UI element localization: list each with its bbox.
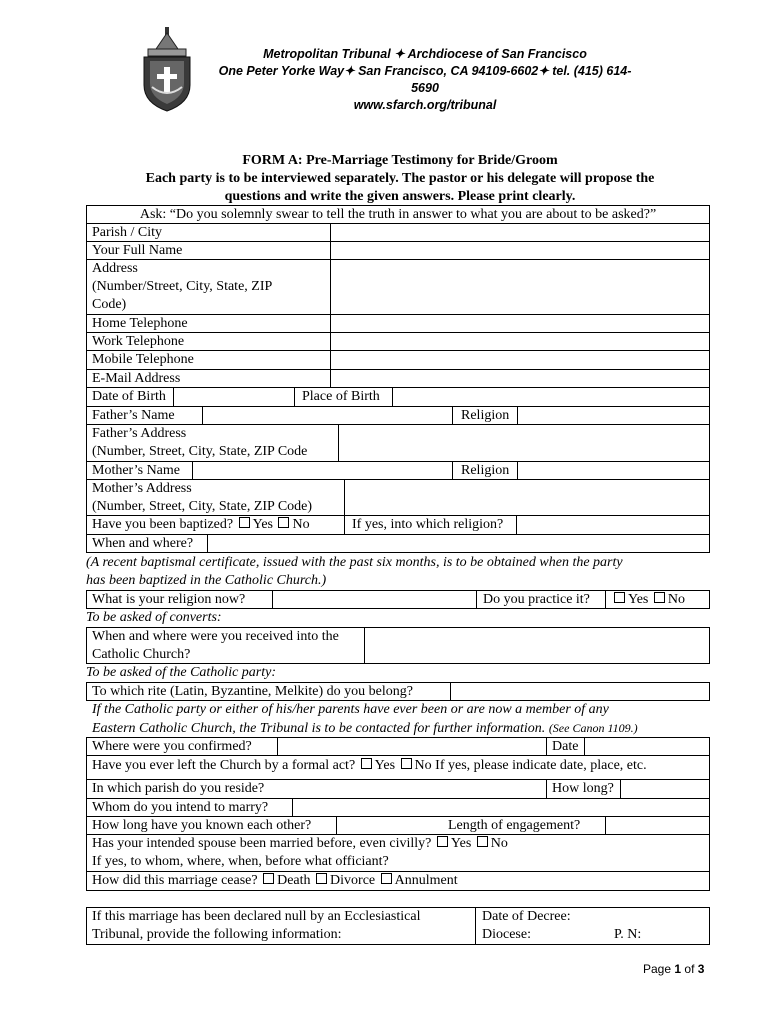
diocese-label: Diocese: [482, 927, 531, 942]
received-label-1: When and where were you received into the [92, 629, 339, 644]
practice-no-label: No [667, 592, 685, 607]
practice-yes-label: Yes [628, 592, 649, 607]
address-label-1: Address [92, 261, 138, 276]
left-church-yes-checkbox[interactable] [361, 758, 372, 769]
mother-address-label-1: Mother’s Address [92, 481, 192, 496]
cease-question [86, 872, 464, 890]
home-phone-label: Home Telephone [92, 316, 188, 331]
how-long-label: How long? [552, 781, 614, 796]
religion-now-label: What is your religion now? [92, 592, 246, 607]
oath-question: Ask: “Do you solemnly swear to tell the truth in answer to what you are about to be asked?” [139, 207, 657, 222]
spouse-married-yes-checkbox[interactable] [437, 836, 448, 847]
spouse-married-no-label: No [490, 836, 508, 851]
archdiocese-crest-logo [142, 27, 192, 113]
eastern-note-1: If the Catholic party or either of his/her parents have ever been or are now a member of any [92, 702, 609, 717]
header-line-2: One Peter Yorke Way✦ San Francisco, CA 94109-6602✦ tel. (415) 614-5690 [218, 64, 632, 95]
email-label: E-Mail Address [92, 371, 181, 386]
address-label-2: (Number/Street, City, State, ZIP [92, 279, 273, 294]
if-yes-whom-label: If yes, to whom, where, when, before what officiant? [92, 854, 389, 869]
known-each-label: How long have you known each other? [92, 818, 312, 833]
mother-name-label: Mother’s Name [92, 463, 180, 478]
engagement-label: Length of engagement? [448, 818, 581, 833]
converts-note: To be asked of converts: [86, 610, 222, 625]
mobile-phone-label: Mobile Telephone [92, 352, 194, 367]
father-address-label-1: Father’s Address [92, 426, 187, 441]
baptized-yes-label: Yes [252, 517, 273, 532]
title-line-2: Each party is to be interviewed separately. The pastor or his delegate will propose the [145, 171, 655, 186]
pob-label: Place of Birth [302, 389, 380, 404]
spouse-married-question [86, 835, 514, 853]
baptism-note-1: (A recent baptismal certificate, issued with the past six months, is to be obtained when the party [86, 555, 623, 570]
form-title [90, 152, 710, 206]
father-name-label: Father’s Name [92, 408, 175, 423]
mother-address-label-2: (Number, Street, City, State, ZIP Code) [92, 499, 313, 514]
divorce-checkbox[interactable] [316, 873, 327, 884]
tribunal-header [205, 46, 645, 114]
left-church-yes-label: Yes [374, 758, 396, 773]
baptized-yes-checkbox[interactable] [239, 517, 250, 528]
catholic-note: To be asked of the Catholic party: [86, 665, 277, 680]
nullity-label-1: If this marriage has been declared null by an Ecclesiastical [92, 909, 421, 924]
annulment-checkbox[interactable] [381, 873, 392, 884]
left-church-label: Have you ever left the Church by a formal act? [92, 758, 356, 773]
when-where-label: When and where? [92, 536, 194, 551]
left-church-tail: No If yes, please indicate date, place, etc. [414, 758, 647, 773]
address-label-3: Code) [92, 297, 127, 312]
father-religion-label: Religion [461, 408, 510, 423]
practice-label: Do you practice it? [483, 592, 590, 607]
spouse-married-no-checkbox[interactable] [477, 836, 488, 847]
header-website: www.sfarch.org/tribunal [353, 98, 497, 112]
confirmed-date-label: Date [552, 739, 579, 754]
protocol-number-label: P. N: [614, 927, 642, 942]
spouse-married-label: Has your intended spouse been married before, even civilly? [92, 836, 432, 851]
divorce-label: Divorce [330, 873, 376, 888]
title-line-3: questions and write the given answers. Please print clearly. [224, 189, 576, 204]
left-church-question [86, 757, 653, 775]
cease-label: How did this marriage cease? [92, 873, 258, 888]
baptized-label: Have you been baptized? [92, 517, 234, 532]
header-line-1: Metropolitan Tribunal ✦ Archdiocese of San Francisco [263, 47, 587, 61]
annulment-label: Annulment [394, 873, 458, 888]
baptism-note-2: has been baptized in the Catholic Church.) [86, 573, 327, 588]
father-address-label-2: (Number, Street, City, State, ZIP Code [92, 444, 308, 459]
confirmed-label: Where were you confirmed? [92, 739, 252, 754]
rite-label: To which rite (Latin, Byzantine, Melkite) do you belong? [92, 684, 413, 699]
mother-religion-label: Religion [461, 463, 510, 478]
decree-date-label: Date of Decree: [482, 909, 571, 924]
practice-no-checkbox[interactable] [654, 592, 665, 603]
baptized-no-label: No [292, 517, 310, 532]
page-number: Page 1 of 3 [643, 962, 705, 976]
parish-reside-label: In which parish do you reside? [92, 781, 265, 796]
eastern-note-2: Eastern Catholic Church, the Tribunal is to be contacted for further information. (See Canon 1109.) [92, 721, 638, 736]
parish-city-label: Parish / City [92, 225, 163, 240]
intend-marry-label: Whom do you intend to marry? [92, 800, 269, 815]
practice-options [606, 591, 691, 609]
death-label: Death [277, 873, 311, 888]
spouse-married-yes-label: Yes [450, 836, 472, 851]
canon-reference: (See Canon 1109.) [548, 721, 638, 735]
nullity-label-2: Tribunal, provide the following information: [92, 927, 342, 942]
work-phone-label: Work Telephone [92, 334, 185, 349]
dob-label: Date of Birth [92, 389, 166, 404]
baptized-no-checkbox[interactable] [278, 517, 289, 528]
which-religion-label: If yes, into which religion? [352, 517, 504, 532]
full-name-label: Your Full Name [92, 243, 183, 258]
left-church-no-checkbox[interactable] [401, 758, 412, 769]
death-checkbox[interactable] [263, 873, 274, 884]
received-label-2: Catholic Church? [92, 647, 191, 662]
title-line-1: FORM A: Pre-Marriage Testimony for Bride/Groom [242, 153, 558, 168]
baptized-question [86, 516, 316, 534]
practice-yes-checkbox[interactable] [614, 592, 625, 603]
